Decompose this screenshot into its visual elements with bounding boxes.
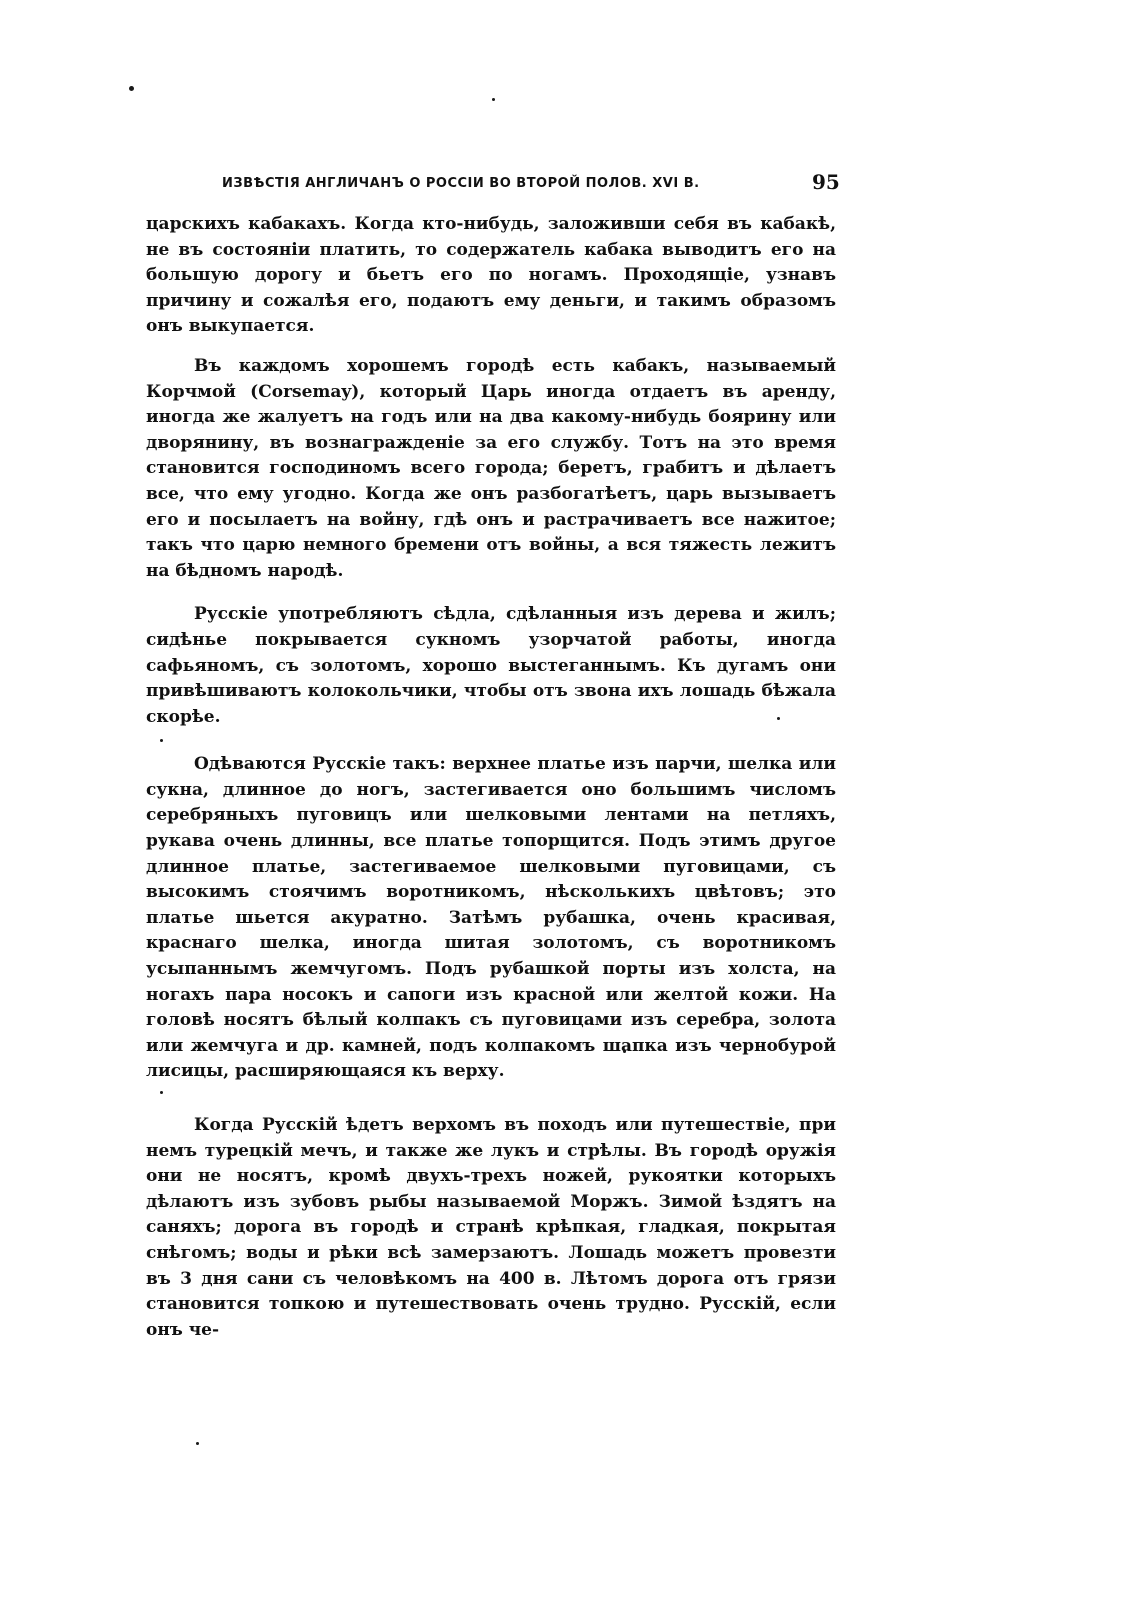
- body-text: [146, 212, 836, 1343]
- print-speck: [492, 98, 495, 101]
- paragraph-5: Когда Русскій ѣдетъ верхомъ въ походъ или путешествіе, при немъ турецкій мечъ, и также же лукъ и стрѣлы. Въ городѣ оружія они не носятъ, кромѣ двухъ-трехъ ножей, рукоятки которыхъ дѣлаютъ изъ зубовъ рыбы называемой Моржъ. Зимой ѣздятъ на саняхъ; дорога въ городѣ и странѣ крѣпкая, гладкая, покрытая снѣгомъ; воды и рѣки всѣ замерзаютъ. Лошадь можетъ провезти въ 3 дня сани съ человѣкомъ на 400 в. Лѣтомъ дорога отъ грязи становится топкою и путешествовать очень трудно. Русскій, если онъ че-: [146, 1115, 836, 1340]
- paragraph-2: Въ каждомъ хорошемъ городѣ есть кабакъ, называемый Корчмой (Corsemay), который Царь иногда отдаетъ въ аренду, иногда же жалуетъ на годъ или на два какому-нибудь боярину или дворянину, въ вознагражденіе за его службу. Тотъ на это время становится господиномъ всего города; беретъ, грабитъ и дѣлаетъ все, что ему угодно. Когда же онъ разбогатѣетъ, царь вызываетъ его и посылаетъ на войну, гдѣ онъ и растрачиваетъ все нажитое; такъ что царю немного бремени отъ войны, а вся тяжесть лежитъ на бѣдномъ народѣ.: [146, 355, 836, 581]
- print-speck: [129, 86, 134, 91]
- page-number: 95: [812, 170, 840, 194]
- print-speck: [196, 1442, 199, 1445]
- running-head: ИЗВѢСТІЯ АНГЛИЧАНЪ О РОССІИ ВО ВТОРОЙ ПОЛОВ. XVI В.: [222, 176, 700, 191]
- paragraph-1: царскихъ кабакахъ. Когда кто-нибудь, заложивши себя въ кабакѣ, не въ состояніи платить, то содержатель кабака выводитъ его на большую дорогу и бьетъ его по ногамъ. Проходящіе, узнавъ причину и сожалѣя его, подаютъ ему деньги, и такимъ образомъ онъ выкупается.: [146, 214, 836, 337]
- paragraph-3: Русскіе употребляютъ сѣдла, сдѣланныя изъ дерева и жилъ; сидѣнье покрывается сукномъ узорчатой работы, иногда сафьяномъ, съ золотомъ, хорошо выстеганнымъ. Къ дугамъ они привѣшиваютъ колокольчики, чтобы отъ звона ихъ лошадь бѣжала скорѣе.: [146, 604, 836, 727]
- paragraph-4: Одѣваются Русскіе такъ: верхнее платье изъ парчи, шелка или сукна, длинное до ногъ, застегивается оно большимъ числомъ серебряныхъ пуговицъ или шелковыми лентами на петляхъ, рукава очень длинны, все платье топорщится. Подъ этимъ другое длинное платье, застегиваемое шелковыми пуговицами, съ высокимъ стоячимъ воротникомъ, нѣсколькихъ цвѣтовъ; это платье шьется акуратно. Затѣмъ рубашка, очень красивая, краснаго шелка, иногда шитая золотомъ, съ воротникомъ усыпаннымъ жемчугомъ. Подъ рубашкой порты изъ холста, на ногахъ пара носокъ и сапоги изъ красной или желтой кожи. На головѣ носятъ бѣлый колпакъ съ пуговицами изъ серебра, золота или жемчуга и др. камней, подъ колпакомъ шапка изъ чернобурой лисицы, расширяющаяся къ верху.: [146, 754, 836, 1082]
